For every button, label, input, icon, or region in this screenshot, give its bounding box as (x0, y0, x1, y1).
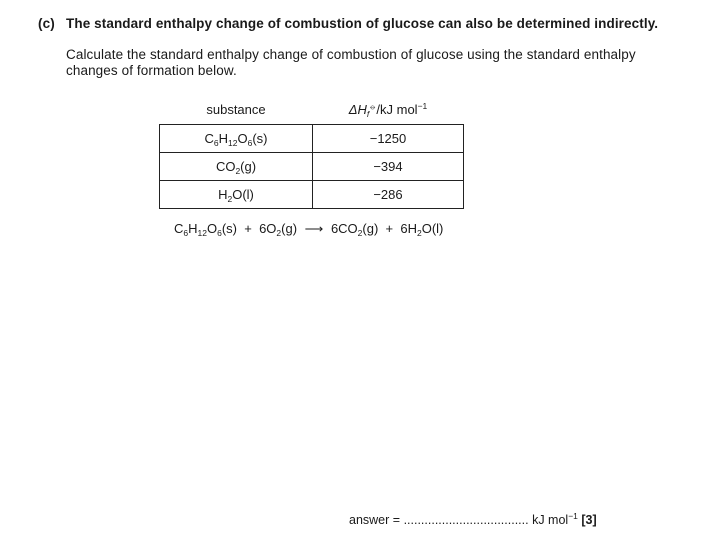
substance-cell: $C_6H_{12}O_6(s)$ (160, 125, 313, 153)
enthalpy-value-cell: −1250 (313, 125, 464, 153)
table-body (160, 125, 464, 209)
plus-sign: + (385, 221, 394, 236)
header-substance: substance (206, 101, 266, 117)
water-formula: $6H_2O(l)$ (400, 221, 444, 238)
marks-badge: [3] (581, 513, 597, 527)
header-enthalpy (313, 94, 464, 125)
header-units-exponent: −1 (417, 100, 428, 111)
oxygen-formula: $6O_2(g)$ (259, 221, 298, 238)
substance-cell: $H_2O(l)$ (160, 181, 313, 209)
question-instruction: Calculate the standard enthalpy change of combustion of glucose using the standard enthalpy changes of formation below. (66, 47, 636, 78)
enthalpy-table (159, 94, 464, 209)
answer-field[interactable]: .................................... (403, 513, 529, 527)
enthalpy-value-cell: −394 (313, 153, 464, 181)
question-lead: The standard enthalpy change of combustion of glucose can also be determined indirectly. (66, 16, 659, 31)
part-label: (c) (38, 16, 55, 31)
answer-line (349, 513, 597, 527)
header-units: /kJ mol (376, 101, 418, 117)
enthalpy-value-cell: −286 (313, 181, 464, 209)
delta-h-symbol: ΔH (348, 101, 367, 117)
table-row (160, 125, 464, 153)
substance-cell: $CO_2(g)$ (160, 153, 313, 181)
table-row (160, 181, 464, 209)
carbon-dioxide-formula: $6CO_2(g)$ (330, 221, 379, 238)
reaction-arrow-icon: ⟶ (304, 221, 324, 236)
delta-h-subscript: f (366, 108, 370, 119)
combustion-equation (174, 221, 443, 237)
standard-state-symbol: ⦵ (369, 100, 377, 111)
answer-units: kJ mol (532, 513, 569, 527)
answer-label: answer = (349, 513, 401, 527)
glucose-formula: $C_6H_{12}O_6(s)$ (174, 221, 238, 238)
table-row (160, 153, 464, 181)
answer-units-exponent: −1 (568, 511, 578, 521)
plus-sign: + (244, 221, 252, 236)
